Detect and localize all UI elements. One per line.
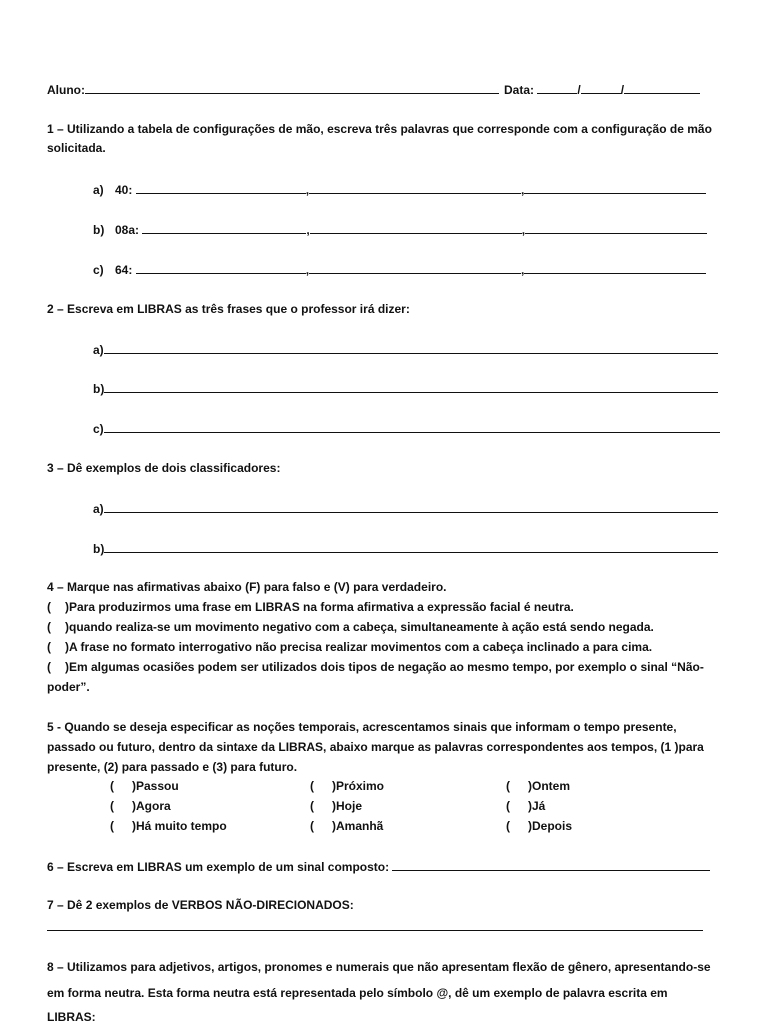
q5-option [110, 819, 227, 835]
q6-answer-field[interactable] [392, 859, 710, 871]
q5-option-label: )Ontem [528, 779, 570, 793]
q4-item [47, 640, 652, 656]
q1-item-a [93, 182, 706, 199]
q5-option [506, 799, 545, 815]
q5-option-label: )Passou [132, 779, 179, 793]
q7-text [47, 898, 354, 914]
q5-option-label: )Já [528, 799, 546, 813]
q5-checkbox[interactable]: ( [110, 779, 114, 793]
q5-checkbox[interactable]: ( [506, 779, 510, 793]
q4-item [47, 620, 654, 636]
date-slash: / [620, 83, 625, 97]
aluno-line [47, 82, 499, 99]
q3-text: 3 – Dê exemplos de dois classificadores: [47, 461, 281, 475]
q5-option [110, 779, 179, 795]
q1-answer-field[interactable] [310, 222, 522, 234]
q3-item-a [93, 501, 718, 518]
q5-checkbox[interactable]: ( [110, 819, 114, 833]
q5-option-label: )Hoje [332, 799, 362, 813]
q5-text-line2: passado ou futuro, dentro da sintaxe da LIBRAS, abaixo marque as palavras correspondentes aos tempos, (1 )para [47, 740, 704, 754]
q5-option-label: )Próximo [332, 779, 385, 793]
q5-text-line1: 5 - Quando se deseja especificar as noções temporais, acrescentamos sinais que informam o tempo presente, [47, 720, 677, 734]
separator: , [521, 223, 526, 237]
q3-item-b [93, 541, 718, 558]
q4-checkbox[interactable]: ( [47, 660, 51, 674]
separator: , [306, 223, 310, 237]
q1-item-c [93, 262, 706, 279]
q2-item-c [93, 421, 720, 438]
q7-text-b: VERBOS NÃO-DIRECIONADOS: [171, 898, 354, 912]
q4-item-text: )Para produzirmos uma frase em LIBRAS na forma afirmativa a expressão facial é neutra. [65, 600, 574, 614]
q1-item-code: 64: [115, 263, 133, 277]
q1-answer-field[interactable] [136, 262, 306, 274]
q2-answer-field[interactable] [104, 381, 718, 393]
aluno-field[interactable] [85, 82, 499, 94]
q4-checkbox[interactable]: ( [47, 640, 51, 654]
q3-answer-field[interactable] [104, 501, 718, 513]
q5-option [310, 779, 384, 795]
q1-answer-field[interactable] [136, 182, 306, 194]
q2-answer-field[interactable] [104, 421, 720, 433]
q2-item-label: c) [93, 422, 104, 436]
q2-item-label: b) [93, 382, 105, 396]
q5-option-label: )Agora [132, 799, 171, 813]
q5-option [310, 799, 362, 815]
q1-item-label: a) [93, 183, 104, 197]
q1-text-line1: 1 – Utilizando a tabela de configurações de mão, escreva três palavras que corresponde com a configuração de mão [47, 122, 712, 136]
q5-checkbox[interactable]: ( [506, 799, 510, 813]
q5-option [506, 819, 572, 835]
q1-answer-field[interactable] [309, 182, 521, 194]
q5-option [110, 799, 171, 815]
q1-answer-field[interactable] [525, 222, 707, 234]
q3-item-label: a) [93, 502, 104, 516]
q3-item-label: b) [93, 542, 105, 556]
separator: , [305, 183, 310, 197]
q7-text-a: 7 – Dê 2 exemplos de [47, 898, 172, 912]
q5-option-label: )Amanhã [332, 819, 384, 833]
q4-item-text: )A frase no formato interrogativo não precisa realizar movimentos com a cabeça inclinado a para cima. [65, 640, 653, 654]
q4-text: 4 – Marque nas afirmativas abaixo (F) para falso e (V) para verdadeiro. [47, 580, 447, 594]
date-slash: / [577, 83, 581, 97]
q6-text: 6 – Escreva em LIBRAS um exemplo de um sinal composto: [47, 860, 390, 874]
q4-item-continuation: poder”. [47, 680, 90, 694]
q5-text-line3: presente, (2) para passado e (3) para futuro. [47, 760, 298, 774]
q1-answer-field[interactable] [524, 182, 706, 194]
q5-option-label: )Depois [528, 819, 573, 833]
q4-item [47, 660, 704, 676]
aluno-label: Aluno: [47, 83, 85, 97]
data-year-field[interactable] [624, 82, 700, 94]
q4-item-text: )Em algumas ocasiões podem ser utilizados dois tipos de negação ao mesmo tempo, por exemplo o sinal “Não- [65, 660, 704, 674]
separator: , [521, 183, 525, 197]
data-day-field[interactable] [537, 82, 577, 94]
q2-text: 2 – Escreva em LIBRAS as três frases que o professor irá dizer: [47, 302, 410, 316]
data-line [504, 82, 700, 99]
q5-checkbox[interactable]: ( [310, 799, 314, 813]
q6-line [47, 859, 710, 876]
separator: , [521, 263, 525, 277]
q8-text-line1: 8 – Utilizamos para adjetivos, artigos, pronomes e numerais que não apresentam flexão de gênero, apresentando-se [47, 960, 711, 974]
q4-item [47, 600, 574, 616]
q1-item-code: 40: [115, 183, 133, 197]
q5-checkbox[interactable]: ( [310, 819, 314, 833]
q7-answer-line [47, 919, 703, 936]
q5-option [310, 819, 383, 835]
q5-checkbox[interactable]: ( [310, 779, 314, 793]
q4-checkbox[interactable]: ( [47, 600, 51, 614]
data-month-field[interactable] [581, 82, 621, 94]
q2-item-label: a) [93, 343, 104, 357]
q7-answer-field[interactable] [47, 919, 703, 931]
q5-option-label: )Há muito tempo [132, 819, 227, 833]
q8-text-line2: em forma neutra. Esta forma neutra está representada pelo símbolo @, dê um exemplo de palavra escrita em [47, 986, 668, 1000]
data-label: Data: [504, 83, 535, 97]
q1-text-line2: solicitada. [47, 141, 106, 155]
q5-checkbox[interactable]: ( [110, 799, 114, 813]
q1-item-label: c) [93, 263, 104, 277]
q4-checkbox[interactable]: ( [47, 620, 51, 634]
q5-option [506, 779, 570, 795]
q1-item-label: b) [93, 223, 105, 237]
q1-item-b [93, 222, 707, 239]
q5-checkbox[interactable]: ( [506, 819, 510, 833]
q1-answer-field[interactable] [309, 262, 521, 274]
q1-answer-field[interactable] [524, 262, 706, 274]
q4-item-text: )quando realiza-se um movimento negativo com a cabeça, simultaneamente à ação está sendo negada. [65, 620, 654, 634]
q1-answer-field[interactable] [142, 222, 306, 234]
q1-item-code: 08a: [115, 223, 140, 237]
q2-answer-field[interactable] [104, 342, 718, 354]
q2-item-a [93, 342, 718, 359]
separator: , [305, 263, 310, 277]
q8-text-line3: LIBRAS: [47, 1010, 96, 1024]
q2-item-b [93, 381, 718, 398]
q3-answer-field[interactable] [104, 541, 718, 553]
